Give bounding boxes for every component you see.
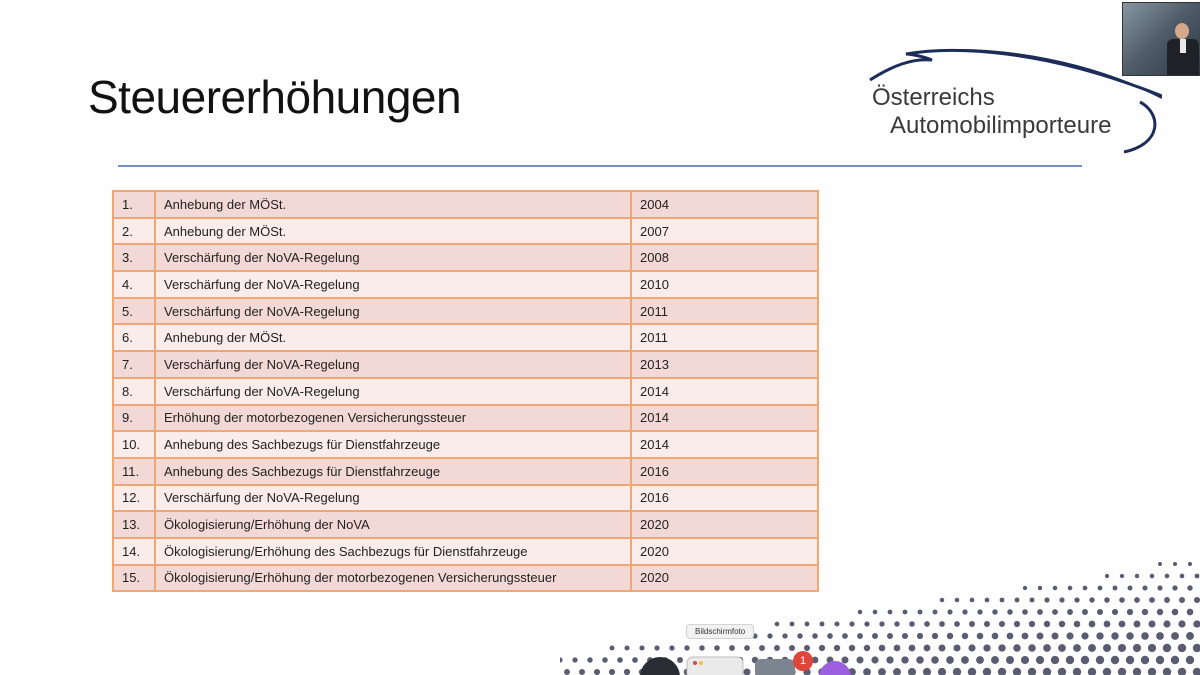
tax-table-body xyxy=(113,191,818,591)
dock-tooltip: Bildschirmfoto xyxy=(686,624,754,639)
row-number: 10. xyxy=(113,431,155,458)
row-number: 13. xyxy=(113,511,155,538)
logo-text-line-2: Automobilimporteure xyxy=(890,112,1112,139)
table-row xyxy=(113,191,818,218)
row-description: Ökologisierung/Erhöhung des Sachbezugs für Dienstfahrzeuge xyxy=(155,538,631,565)
row-number: 12. xyxy=(113,485,155,512)
table-row xyxy=(113,431,818,458)
row-number: 11. xyxy=(113,458,155,485)
row-year: 2020 xyxy=(631,538,818,565)
row-description: Anhebung der MÖSt. xyxy=(155,324,631,351)
row-description: Anhebung der MÖSt. xyxy=(155,191,631,218)
dock-app-icon[interactable] xyxy=(819,661,851,675)
row-number: 8. xyxy=(113,378,155,405)
table-row xyxy=(113,485,818,512)
brand-logo xyxy=(862,44,1162,159)
row-year: 2014 xyxy=(631,378,818,405)
row-year: 2014 xyxy=(631,405,818,432)
row-description: Anhebung des Sachbezugs für Dienstfahrzeuge xyxy=(155,458,631,485)
row-year: 2016 xyxy=(631,485,818,512)
row-number: 4. xyxy=(113,271,155,298)
notification-badge: 1 xyxy=(793,651,813,671)
table-row xyxy=(113,298,818,325)
dock-bar xyxy=(635,645,865,675)
row-description: Verschärfung der NoVA-Regelung xyxy=(155,378,631,405)
video-participant-thumbnail[interactable] xyxy=(1122,2,1200,76)
row-year: 2016 xyxy=(631,458,818,485)
settings-app-icon[interactable] xyxy=(755,659,795,675)
slide-title: Steuererhöhungen xyxy=(88,71,462,123)
row-number: 3. xyxy=(113,244,155,271)
row-number: 1. xyxy=(113,191,155,218)
row-number: 15. xyxy=(113,565,155,592)
row-number: 7. xyxy=(113,351,155,378)
row-description: Erhöhung der motorbezogenen Versicherungssteuer xyxy=(155,405,631,432)
participant-head xyxy=(1175,23,1189,39)
row-year: 2011 xyxy=(631,324,818,351)
row-year: 2011 xyxy=(631,298,818,325)
row-year: 2008 xyxy=(631,244,818,271)
row-number: 2. xyxy=(113,218,155,245)
table-row xyxy=(113,458,818,485)
row-description: Verschärfung der NoVA-Regelung xyxy=(155,298,631,325)
row-description: Ökologisierung/Erhöhung der NoVA xyxy=(155,511,631,538)
table-row xyxy=(113,324,818,351)
participant-shirt xyxy=(1180,39,1186,53)
table-row xyxy=(113,378,818,405)
row-number: 9. xyxy=(113,405,155,432)
row-number: 6. xyxy=(113,324,155,351)
table-row xyxy=(113,351,818,378)
table-row xyxy=(113,511,818,538)
tax-increase-table xyxy=(112,190,819,592)
logo-text-line-1: Österreichs xyxy=(872,84,995,111)
row-year: 2013 xyxy=(631,351,818,378)
row-description: Verschärfung der NoVA-Regelung xyxy=(155,351,631,378)
row-description: Verschärfung der NoVA-Regelung xyxy=(155,485,631,512)
row-number: 14. xyxy=(113,538,155,565)
row-description: Ökologisierung/Erhöhung der motorbezogenen Versicherungssteuer xyxy=(155,565,631,592)
table-row xyxy=(113,271,818,298)
row-year: 2020 xyxy=(631,565,818,592)
table-row xyxy=(113,218,818,245)
screenshot-app-icon[interactable] xyxy=(687,657,743,675)
row-year: 2010 xyxy=(631,271,818,298)
row-year: 2007 xyxy=(631,218,818,245)
row-description: Verschärfung der NoVA-Regelung xyxy=(155,271,631,298)
row-year: 2020 xyxy=(631,511,818,538)
table-row xyxy=(113,244,818,271)
row-year: 2014 xyxy=(631,431,818,458)
title-divider xyxy=(118,165,1082,167)
row-description: Anhebung des Sachbezugs für Dienstfahrzeuge xyxy=(155,431,631,458)
row-description: Anhebung der MÖSt. xyxy=(155,218,631,245)
row-year: 2004 xyxy=(631,191,818,218)
camera-preview-icon[interactable] xyxy=(640,657,680,675)
row-number: 5. xyxy=(113,298,155,325)
table-row xyxy=(113,405,818,432)
row-description: Verschärfung der NoVA-Regelung xyxy=(155,244,631,271)
